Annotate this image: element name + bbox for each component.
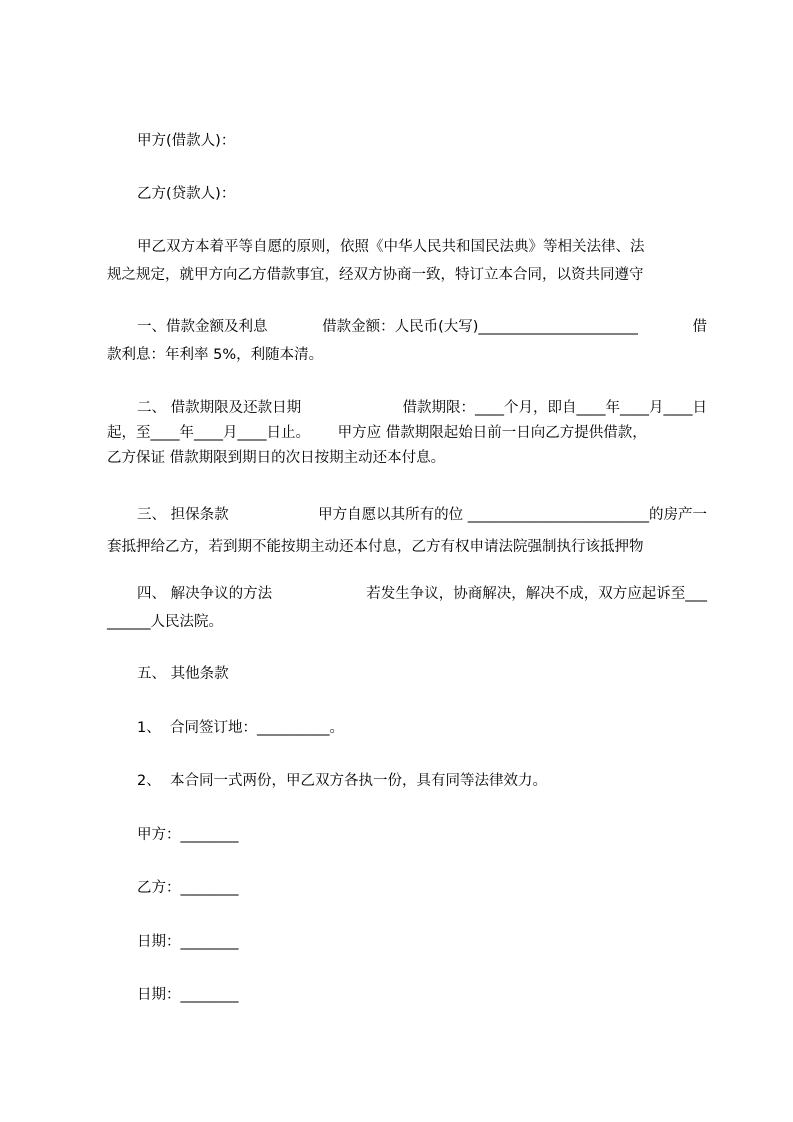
- section-3: [107, 505, 707, 557]
- section-2: [107, 398, 707, 468]
- section-1-line-1: [107, 317, 707, 337]
- section-3-line-2: 套抵押给乙方，若到期不能按期主动还本付息，乙方有权申请法院强制执行该抵押物: [107, 539, 644, 555]
- section-4-title: 四、 解决争议的方法: [137, 586, 273, 602]
- signature-party-a: 甲方：________: [137, 827, 239, 843]
- intro-paragraph: [107, 237, 707, 285]
- signature-date-2: 日期：________: [137, 987, 239, 1003]
- section-4-line-1-rest: 若发生争议，协商解决，解决不成，双方应起诉至___: [366, 586, 707, 602]
- signature-party-b: 乙方：________: [137, 880, 239, 896]
- section-5-title: 五、 其他条款: [137, 666, 229, 682]
- section-4-line-2: ______人民法院。: [107, 614, 223, 630]
- party-a-label: 甲方(借款人)：: [137, 133, 236, 149]
- section-2-line-1: [107, 398, 707, 418]
- signature-date-1: 日期：________: [137, 934, 239, 950]
- section-2-line-2: 起，至____年____月____日止。 甲方应 借款期限起始日前一日向乙方提供借款，: [107, 425, 647, 441]
- section-1: [107, 317, 707, 365]
- section-2-line-3: 乙方保证 借款期限到期日的次日按期主动还本付息。: [107, 450, 446, 466]
- intro-line-1: 甲乙双方本着平等自愿的原则，依照《中华人民共和国民法典》等相关法律、法: [137, 239, 645, 255]
- section-2-line-1-rest: 借款期限：____个月，即自____年____月____日: [402, 400, 707, 416]
- section-1-title: 一、借款金额及利息: [137, 319, 268, 335]
- section-3-line-1-rest: 甲方自愿以其所有的位 _________________________的房产一: [318, 507, 707, 523]
- intro-line-2: 规之规定，就甲方向乙方借款事宜，经双方协商一致，特订立本合同，以资共同遵守: [107, 267, 644, 283]
- party-b-label: 乙方(贷款人)：: [137, 186, 236, 202]
- section-4-line-1: [107, 584, 707, 604]
- section-3-line-1: [107, 505, 707, 525]
- section-1-amount: 借款金额：人民币(大写)______________________: [322, 319, 638, 335]
- section-3-title: 三、 担保条款: [137, 507, 229, 523]
- section-1-line-2: 款利息：年利率 5%，利随本清。: [107, 347, 324, 363]
- clause-1: 1、 合同签订地：__________。: [137, 720, 344, 736]
- section-4: [107, 584, 707, 632]
- section-2-title: 二、 借款期限及还款日期: [137, 400, 302, 416]
- section-1-line-1-tail: 借: [692, 319, 707, 335]
- clause-2: 2、 本合同一式两份，甲乙双方各执一份，具有同等法律效力。: [137, 773, 547, 789]
